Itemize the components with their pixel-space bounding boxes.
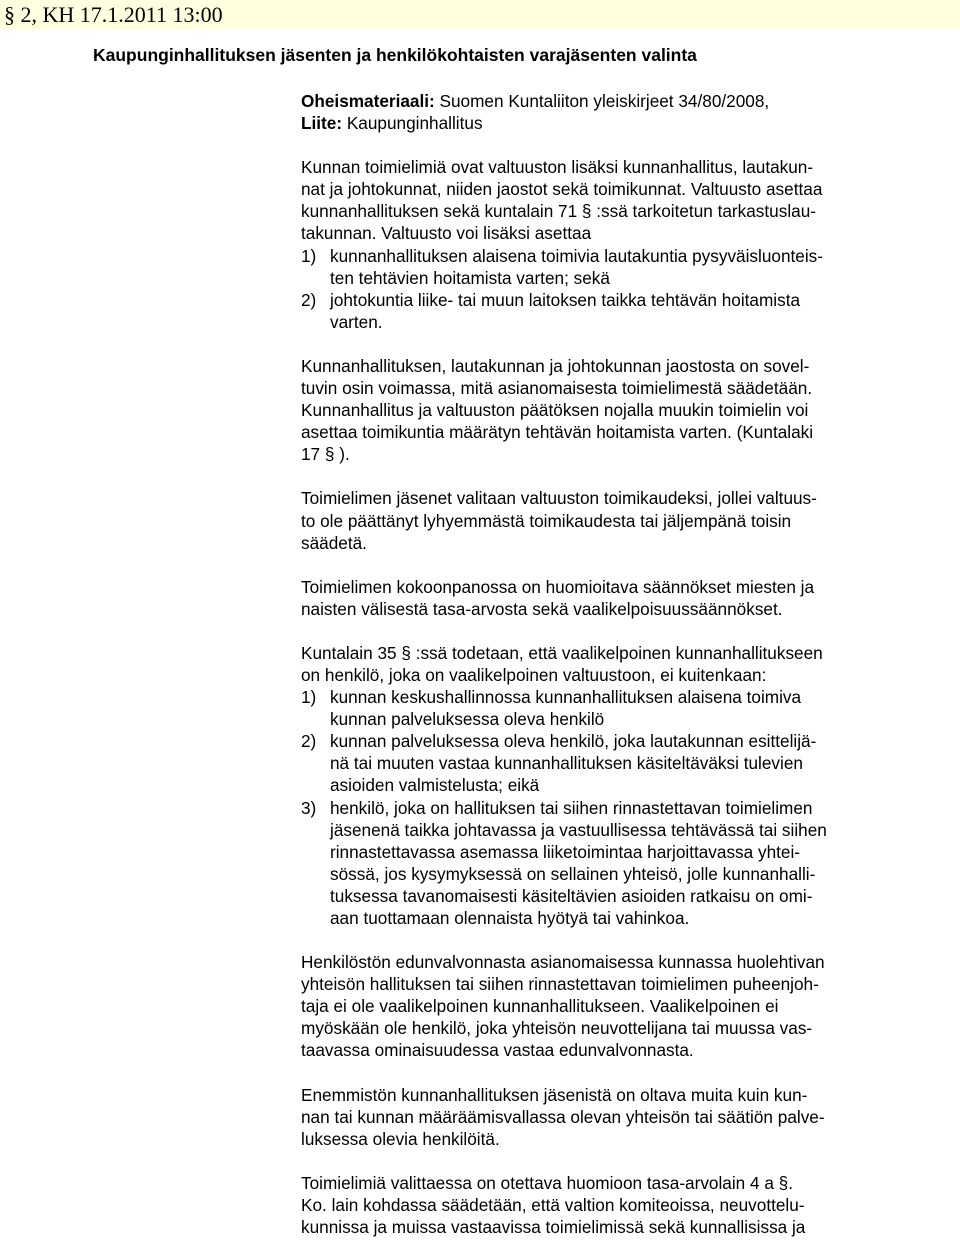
list-number: 1) [301, 245, 317, 266]
text-line: luksessa olevia henkilöitä. [301, 1128, 500, 1149]
text-line: jäsenenä taikka johtavassa ja vastuullisessa tehtävässä tai siihen [330, 819, 827, 840]
text-line: Ko. lain kohdassa säädetään, että valtion komiteoissa, neuvottelu- [301, 1194, 805, 1215]
text-line: 17 § ). [301, 444, 350, 465]
text-line: säädetä. [301, 532, 367, 553]
text-line: johtokuntia liike- tai muun laitoksen taikka tehtävän hoitamista [330, 289, 801, 310]
reference-label: Oheismateriaali: [301, 91, 435, 111]
text-line: yhteisön hallituksen tai siihen rinnastettavan toimielimen puheenjoh- [301, 974, 819, 995]
text-line: Kunnanhallitus ja valtuuston päätöksen nojalla muukin toimielin voi [301, 400, 809, 421]
text-line: Henkilöstön edunvalvonnasta asianomaisessa kunnassa huolehtivan [301, 952, 825, 973]
text-line: tuksessa tavanomaisesti käsiteltävien asioiden ratkaisu on omi- [330, 885, 813, 906]
text-line: nan tai kunnan määräämisvallassa olevan yhteisön tai säätiön palve- [301, 1106, 825, 1127]
paragraph-majority [301, 1084, 901, 1150]
text-line: naisten välisestä tasa-arvosta sekä vaalikelpoisuussäännökset. [301, 598, 783, 619]
text-line: on henkilö, joka on vaalikelpoinen valtuustoon, ei kuitenkaan: [301, 664, 767, 685]
list-item [301, 797, 901, 930]
text-line: varten. [330, 311, 383, 332]
reference-value: Suomen Kuntaliiton yleiskirjeet 34/80/2008, [434, 91, 770, 111]
text-line: nä tai muuten vastaa kunnanhallituksen käsiteltäväksi tulevien [330, 753, 803, 774]
text-line: kunnan palveluksessa oleva henkilö [330, 709, 605, 730]
text-line: taavassa ominaisuudessa vastaa edunvalvonnasta. [301, 1040, 694, 1061]
text-line: kunnanhallituksen sekä kuntalain 71 § :ssä tarkoitetun tarkastuslau- [301, 201, 816, 222]
paragraph-eligibility [301, 642, 901, 929]
text-line: kunnan palveluksessa oleva henkilö, joka lautakunnan esittelijä- [330, 731, 817, 752]
text-line: ten tehtävien hoitamista varten; sekä [330, 267, 610, 288]
text-line: tuvin osin voimassa, mitä asianomaisesta toimielimestä säädetään. [301, 378, 813, 399]
document-body [301, 90, 901, 1238]
text-line: sössä, jos kysymyksessä on sellainen yhteisö, jolle kunnanhalli- [330, 863, 816, 884]
text-line: kunnissa ja muissa vastaavissa toimielimissä sekä kunnallisissa ja [301, 1217, 806, 1238]
list-number: 2) [301, 289, 317, 310]
section-header [0, 0, 960, 30]
text-line: Kunnanhallituksen, lautakunnan ja johtokunnan jaostosta on sovel- [301, 355, 810, 376]
list-number: 1) [301, 687, 317, 708]
text-line: Kunnan toimielimiä ovat valtuuston lisäksi kunnanhallitus, lautakun- [301, 157, 814, 178]
list-item [301, 245, 901, 289]
paragraph-bodies [301, 156, 901, 333]
list-number: 2) [301, 731, 317, 752]
paragraph-equality-act [301, 1172, 901, 1238]
text-line: Toimielimen kokoonpanossa on huomioitava säännökset miesten ja [301, 576, 815, 597]
text-line: Toimielimiä valittaessa on otettava huomioon tasa-arvolain 4 a §. [301, 1172, 794, 1193]
paragraph-staff-interest [301, 951, 901, 1061]
text-line: nat ja johtokunnat, niiden jaostot sekä toimikunnat. Valtuusto asettaa [301, 179, 823, 200]
section-heading: § 2, KH 17.1.2011 13:00 [4, 2, 223, 27]
paragraph-term [301, 487, 901, 553]
list-number: 3) [301, 797, 317, 818]
text-line: to ole päättänyt lyhyemmästä toimikaudesta tai jäljempänä toisin [301, 510, 792, 531]
text-line: takunnan. Valtuusto voi lisäksi asettaa [301, 223, 592, 244]
text-line: myöskään ole henkilö, joka yhteisön neuvottelijana tai muussa vas- [301, 1018, 813, 1039]
text-line: asettaa toimikuntia määrätyn tehtävän hoitamista varten. (Kuntalaki [301, 422, 814, 443]
list-item [301, 686, 901, 730]
paragraph-equality [301, 576, 901, 620]
text-line: Enemmistön kunnanhallituksen jäsenistä on oltava muita kuin kun- [301, 1084, 808, 1105]
text-line: aan tuottamaan olennaista hyötyä tai vahinkoa. [330, 908, 690, 928]
text-line: henkilö, joka on hallituksen tai siihen rinnastettavan toimielimen [330, 797, 813, 818]
references [301, 90, 901, 134]
reference-value: Kaupunginhallitus [342, 113, 483, 134]
list-item [301, 730, 901, 796]
text-line: kunnanhallituksen alaisena toimivia lautakuntia pysyväisluonteis- [330, 245, 823, 266]
paragraph-subcommittees [301, 355, 901, 465]
text-line: kunnan keskushallinnossa kunnanhallituksen alaisena toimiva [330, 687, 802, 708]
text-line: taja ei ole vaalikelpoinen kunnanhallitukseen. Vaalikelpoinen ei [301, 996, 779, 1017]
text-line: asioiden valmistelusta; eikä [330, 775, 540, 796]
text-line: rinnastettavassa asemassa liiketoimintaa harjoittavassa yhtei- [330, 841, 801, 862]
list-item [301, 289, 901, 333]
reference-label: Liite: [301, 113, 343, 134]
text-line: Kuntalain 35 § :ssä todetaan, että vaalikelpoinen kunnanhallitukseen [301, 642, 823, 663]
reference-attachment-material [301, 90, 901, 112]
document-title: Kaupunginhallituksen jäsenten ja henkilökohtaisten varajäsenten valinta [93, 45, 697, 65]
reference-appendix [301, 112, 901, 134]
text-line: Toimielimen jäsenet valitaan valtuuston toimikaudeksi, jollei valtuus- [301, 488, 817, 509]
